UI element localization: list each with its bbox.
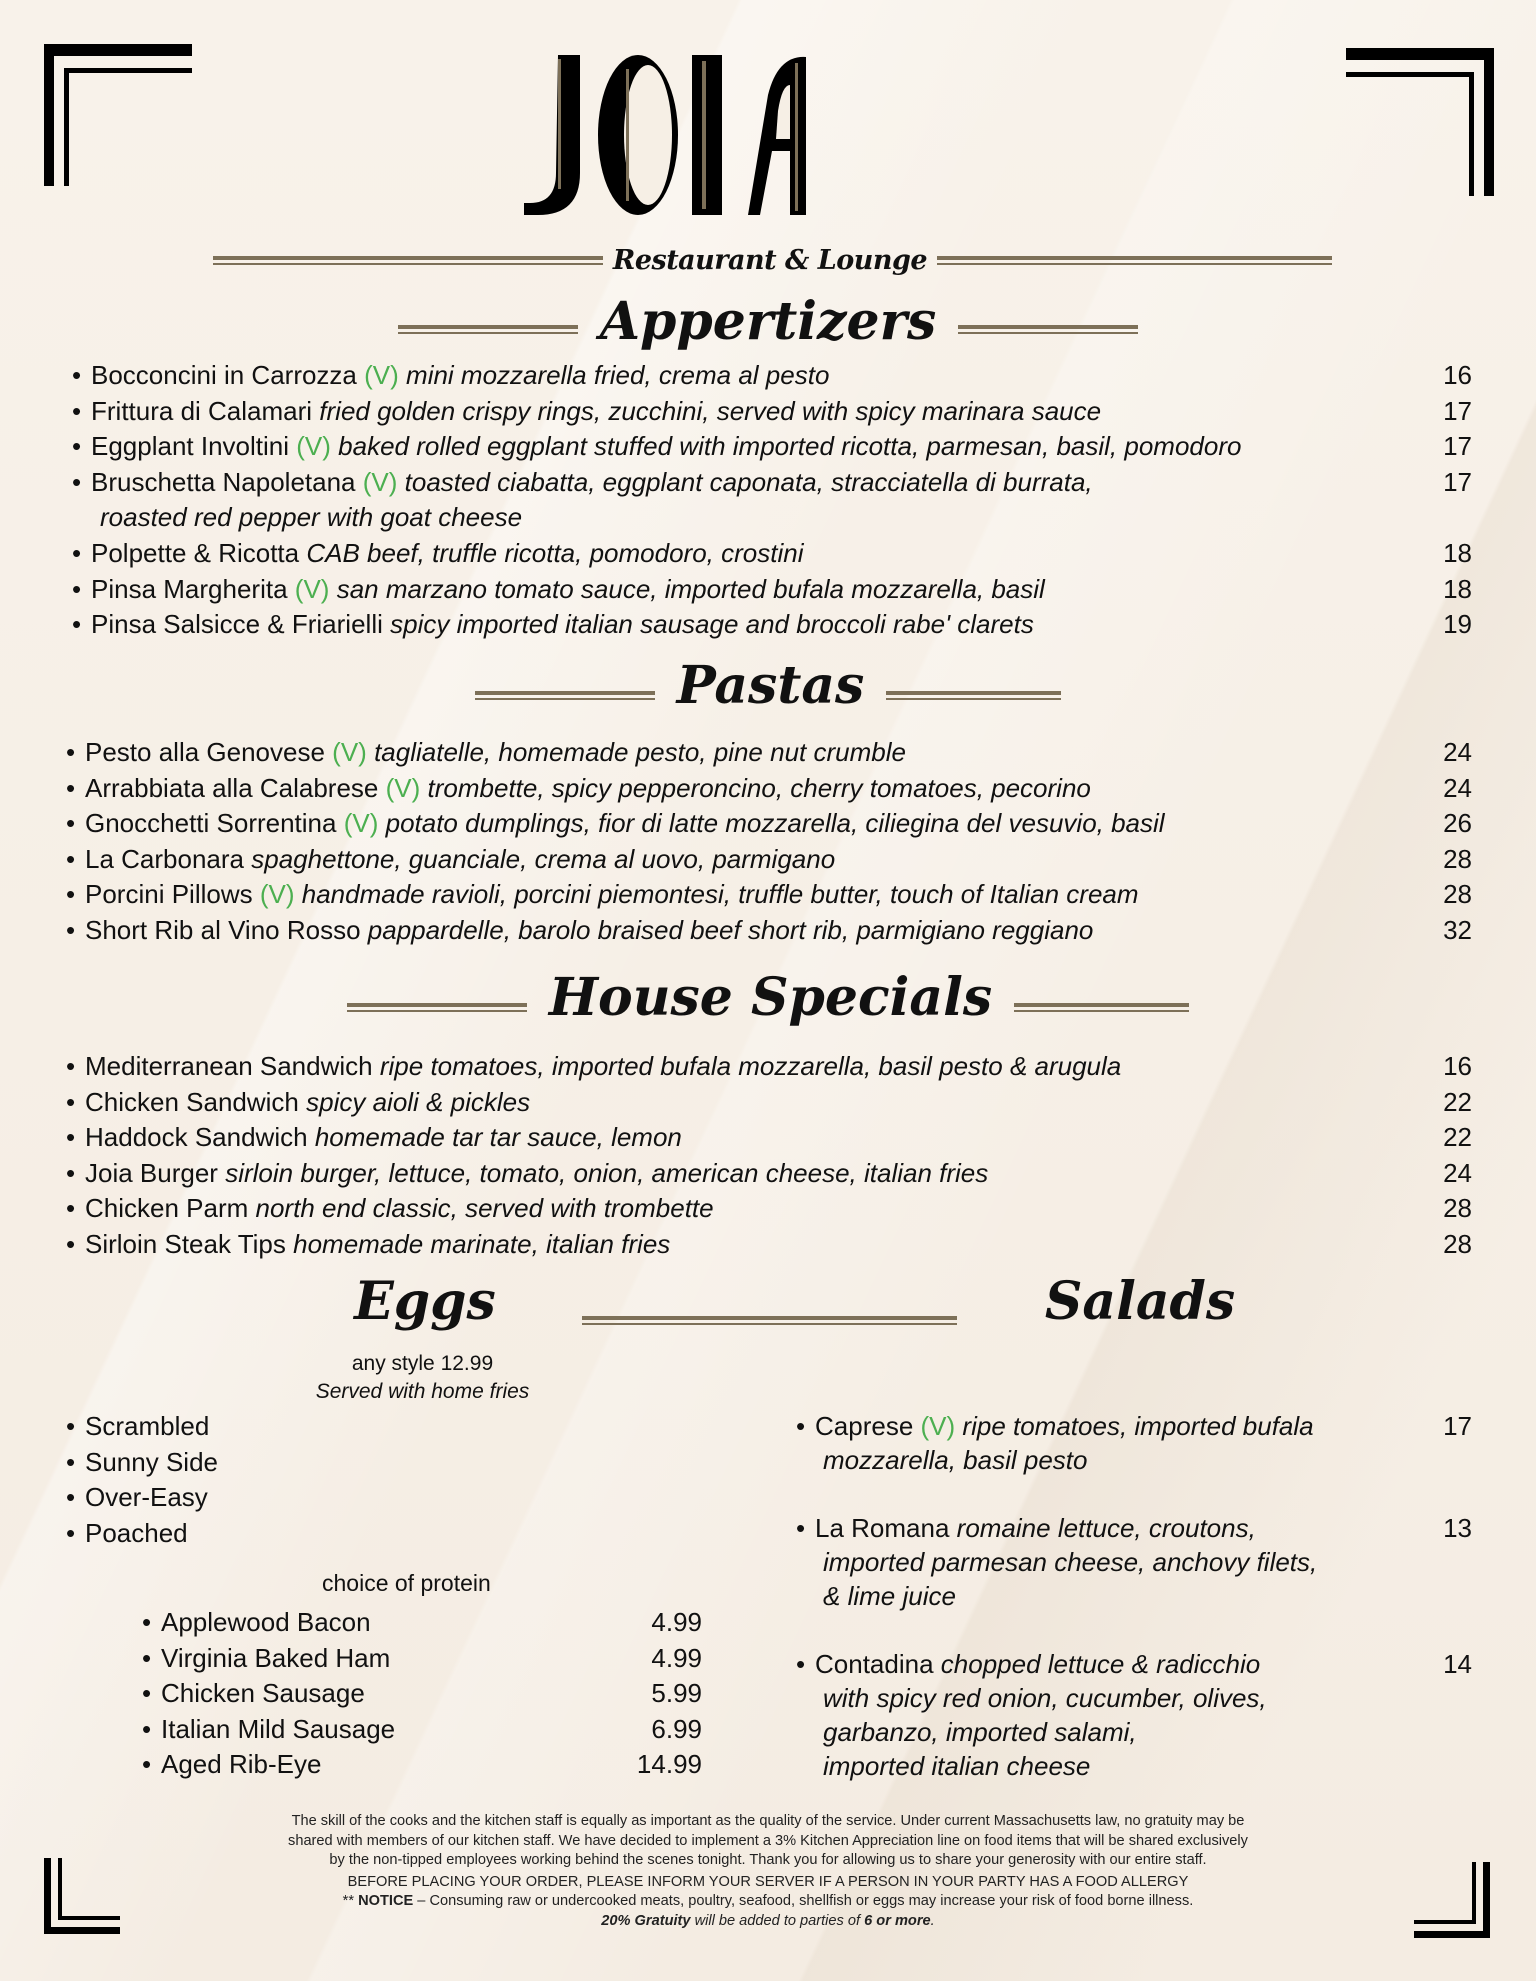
corner-bracket-bottom-left <box>44 1858 124 1938</box>
item-price: 16 <box>1443 1051 1472 1081</box>
menu-item: • Frittura di Calamari fried golden crispy rings, zucchini, served with spicy marinara sauce 17 <box>72 394 1472 430</box>
item-price: 13 <box>1443 1513 1472 1543</box>
egg-style: • Poached <box>66 1517 188 1548</box>
item-price: 14 <box>1443 1649 1472 1679</box>
menu-item: • Porcini Pillows (V) handmade ravioli, porcini piemontesi, truffle butter, touch of Italian cream 28 <box>66 877 1472 913</box>
item-price: 24 <box>1443 772 1472 803</box>
item-price: 28 <box>1443 843 1472 874</box>
item-price: 19 <box>1443 609 1472 640</box>
menu-item: • Sirloin Steak Tips homemade marinate, italian fries 28 <box>66 1227 1472 1263</box>
gold-divider <box>347 1003 527 1012</box>
gold-divider <box>213 256 603 265</box>
gold-divider <box>958 325 1138 334</box>
eggs-price-line: any style 12.99 <box>351 1352 494 1375</box>
section-title: Pastas <box>676 655 865 716</box>
section-title: Appertizers <box>599 291 937 352</box>
menu-item: • Chicken Sandwich spicy aioli & pickles 22 <box>66 1085 1472 1121</box>
menu-item: • Gnocchetti Sorrentina (V) potato dumplings, fior di latte mozzarella, ciliegina del vesuvio, basil 26 <box>66 806 1472 842</box>
kitchen-note-line: by the non-tipped employees working behind the scenes tonight. Thank you for allowing us to share your generosity with our entire staff. <box>329 1852 1207 1869</box>
egg-style: • Over-Easy <box>66 1482 208 1513</box>
salads-heading <box>1040 1271 1240 1332</box>
pastas-list <box>66 735 1472 949</box>
protein-heading: choice of protein <box>322 1570 491 1596</box>
house-specials-heading <box>0 967 1536 1028</box>
item-price: 17 <box>1443 431 1472 462</box>
gold-divider <box>937 256 1332 265</box>
item-price: 17 <box>1443 466 1472 497</box>
item-price: 22 <box>1443 1086 1472 1117</box>
menu-item: • Eggplant Involtini (V) baked rolled eggplant stuffed with imported ricotta, parmesan, basil, pomodoro 17 <box>72 429 1472 465</box>
menu-item: • Mediterranean Sandwich ripe tomatoes, imported bufala mozzarella, basil pesto & arugula 16 <box>66 1049 1472 1085</box>
item-price: 22 <box>1443 1122 1472 1153</box>
salads-list <box>796 1409 1472 1783</box>
menu-item: • Bruschetta Napoletana (V) toasted ciabatta, eggplant caponata, stracciatella di burrata, roasted red pepper with goat cheese 17 <box>72 466 1472 533</box>
protein-item: • Italian Mild Sausage 6.99 <box>142 1713 702 1744</box>
joia-logotype-icon <box>520 55 1020 215</box>
section-title: Eggs <box>354 1271 496 1332</box>
item-price: 24 <box>1443 737 1472 767</box>
tagline-row <box>195 240 1350 280</box>
menu-item: • La Carbonara spaghettone, guanciale, crema al uovo, parmigano 28 <box>66 842 1472 878</box>
bracket-icon <box>1346 48 1506 208</box>
eggs-info <box>250 1350 595 1406</box>
gold-divider <box>398 325 578 334</box>
pastas-heading <box>0 655 1536 716</box>
salad-item: • La Romana romaine lettuce, croutons, imported parmesan cheese, anchovy filets, & lime juice 13 <box>796 1513 1472 1611</box>
item-price: 28 <box>1443 1193 1472 1224</box>
item-price: 18 <box>1443 537 1472 568</box>
menu-item: • Polpette & Ricotta CAB beef, truffle ricotta, pomodoro, crostini 18 <box>72 536 1472 572</box>
section-title: Salads <box>1044 1271 1236 1332</box>
item-price: 18 <box>1443 573 1472 604</box>
item-price: 24 <box>1443 1157 1472 1188</box>
menu-item: • Bocconcini in Carrozza (V) mini mozzarella fried, crema al pesto 16 <box>72 358 1472 394</box>
appetizers-list <box>72 358 1472 643</box>
protein-item: • Chicken Sausage 5.99 <box>142 1678 702 1709</box>
gold-divider <box>582 1316 957 1325</box>
gold-divider <box>475 691 655 700</box>
footer-notice <box>150 1812 1386 1932</box>
menu-item: • Short Rib al Vino Rosso pappardelle, barolo braised beef short rib, parmigiano reggiano 32 <box>66 913 1472 949</box>
bracket-icon <box>44 1858 124 1938</box>
kitchen-note-line: shared with members of our kitchen staff. We have decided to implement a 3% Kitchen Appreciation line on food items that will be shared exclusively <box>288 1832 1248 1849</box>
house-specials-list <box>66 1049 1472 1263</box>
menu-item: • Pinsa Margherita (V) san marzano tomato sauce, imported bufala mozzarella, basil 18 <box>72 572 1472 608</box>
salad-item: • Contadina chopped lettuce & radicchio with spicy red onion, cucumber, olives, garbanzo, imported salami, imported italian cheese 14 <box>796 1649 1472 1781</box>
menu-item: • Arrabbiata alla Calabrese (V) trombette, spicy pepperoncino, cherry tomatoes, pecorino 24 <box>66 771 1472 807</box>
gold-divider <box>886 691 1061 700</box>
section-title: House Specials <box>548 967 993 1028</box>
item-price: 16 <box>1443 360 1472 390</box>
item-price: 17 <box>1443 395 1472 426</box>
menu-item: • Chicken Parm north end classic, served with trombette 28 <box>66 1191 1472 1227</box>
item-price: 32 <box>1443 914 1472 945</box>
protein-list <box>142 1605 702 1783</box>
menu-item: • Pesto alla Genovese (V) tagliatelle, homemade pesto, pine nut crumble 24 <box>66 735 1472 771</box>
menu-item: • Pinsa Salsicce & Friarielli spicy imported italian sausage and broccoli rabe' clarets 19 <box>72 607 1472 643</box>
appetizers-heading <box>0 291 1536 352</box>
kitchen-note-line: The skill of the cooks and the kitchen staff is equally as important as the quality of the service. Under current Massachusetts law, no gratuity may be <box>291 1813 1245 1829</box>
item-price: 26 <box>1443 808 1472 839</box>
protein-item: • Applewood Bacon 4.99 <box>142 1607 702 1637</box>
item-price: 17 <box>1443 1411 1472 1441</box>
eggs-heading <box>340 1271 510 1332</box>
allergy-notice: BEFORE PLACING YOUR ORDER, PLEASE INFORM YOUR SERVER IF A PERSON IN YOUR PARTY HAS A FOOD ALLERGY <box>347 1873 1189 1890</box>
bracket-icon <box>1414 1862 1494 1942</box>
egg-style: • Sunny Side <box>66 1446 218 1477</box>
corner-bracket-top-left <box>44 44 204 204</box>
corner-bracket-top-right <box>1346 48 1506 208</box>
item-price: 28 <box>1443 879 1472 910</box>
protein-item: • Virginia Baked Ham 4.99 <box>142 1642 702 1673</box>
gratuity-notice: 20% Gratuity will be added to parties of 6 or more. <box>601 1912 935 1929</box>
tagline: Restaurant & Lounge <box>612 244 928 276</box>
salad-item: • Caprese (V) ripe tomatoes, imported bufala mozzarella, basil pesto 17 <box>796 1411 1472 1475</box>
egg-styles-list <box>66 1409 466 1551</box>
bracket-icon <box>44 44 204 204</box>
joia-logo <box>520 55 1020 215</box>
corner-bracket-bottom-right <box>1414 1862 1494 1942</box>
egg-style: • Scrambled <box>66 1411 210 1441</box>
protein-item: • Aged Rib-Eye 14.99 <box>142 1749 702 1780</box>
menu-item: • Joia Burger sirloin burger, lettuce, tomato, onion, american cheese, italian fries 24 <box>66 1156 1472 1192</box>
item-price: 28 <box>1443 1228 1472 1259</box>
raw-food-notice: ** NOTICE – Consuming raw or undercooked meats, poultry, seafood, shellfish or eggs may increase your risk of food borne illness. <box>342 1893 1194 1910</box>
eggs-served-with: Served with home fries <box>315 1380 530 1403</box>
gold-divider <box>1014 1003 1189 1012</box>
menu-item: • Haddock Sandwich homemade tar tar sauce, lemon 22 <box>66 1120 1472 1156</box>
